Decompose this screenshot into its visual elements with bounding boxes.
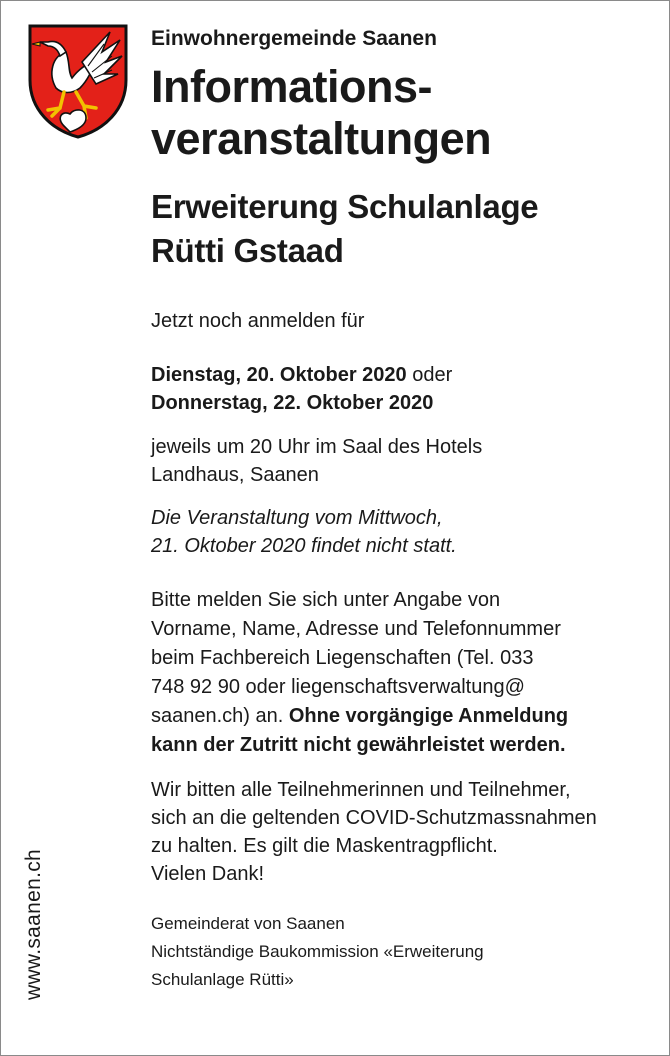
cancellation-line: Die Veranstaltung vom Mittwoch, [151,507,443,529]
covid-line: Vielen Dank! [151,863,265,885]
signature-line: Schulanlage Rütti» [151,970,294,989]
saanen-coat-of-arms-icon [26,22,130,140]
covid-line: zu halten. Es gilt die Maskentragpflicht. [151,835,498,857]
registration-line: Bitte melden Sie sich unter Angabe von [151,589,501,611]
registration-line: beim Fachbereich Liegenschaften (Tel. 033 [151,647,534,669]
signature [151,910,651,994]
registration-line: 748 92 90 oder liegenschaftsverwaltung@ [151,676,525,698]
title-line: veranstaltungen [151,113,492,164]
municipality-name: Einwohnergemeinde Saanen [151,27,437,50]
time-location-line: jeweils um 20 Uhr im Saal des Hotels [151,436,483,458]
registration-warning: Ohne vorgängige Anmeldung [288,705,569,727]
registration-warning: kann der Zutritt nicht gewährleistet werden. [151,734,566,756]
registration-line: saanen.ch) an. [151,705,289,727]
covid-notice [151,776,651,888]
signature-line: Gemeinderat von Saanen [151,914,345,933]
signature-line: Nichtständige Baukommission «Erweiterung [151,942,484,961]
event-date-2: Donnerstag, 22. Oktober 2020 [151,392,434,414]
page-title [151,61,651,165]
event-dates [151,361,651,417]
subtitle-line: Erweiterung Schulanlage [151,188,539,225]
cancellation-note [151,504,651,560]
project-subtitle [151,185,651,273]
event-date-1: Dienstag, 20. Oktober 2020 [151,364,407,386]
website-url: www.saanen.ch [22,849,45,1000]
registration-line: Vorname, Name, Adresse und Telefonnummer [151,618,561,640]
registration-instructions [151,586,651,760]
covid-line: sich an die geltenden COVID-Schutzmassnahmen [151,807,597,829]
time-location [151,433,651,489]
registration-intro: Jetzt noch anmelden für [151,310,365,332]
covid-line: Wir bitten alle Teilnehmerinnen und Teilnehmer, [151,779,571,801]
time-location-line: Landhaus, Saanen [151,464,319,486]
notice-content [151,24,651,994]
cancellation-line: 21. Oktober 2020 findet nicht statt. [151,535,457,557]
subtitle-line: Rütti Gstaad [151,232,344,269]
title-line: Informations- [151,61,432,112]
date-connector: oder [406,364,453,386]
